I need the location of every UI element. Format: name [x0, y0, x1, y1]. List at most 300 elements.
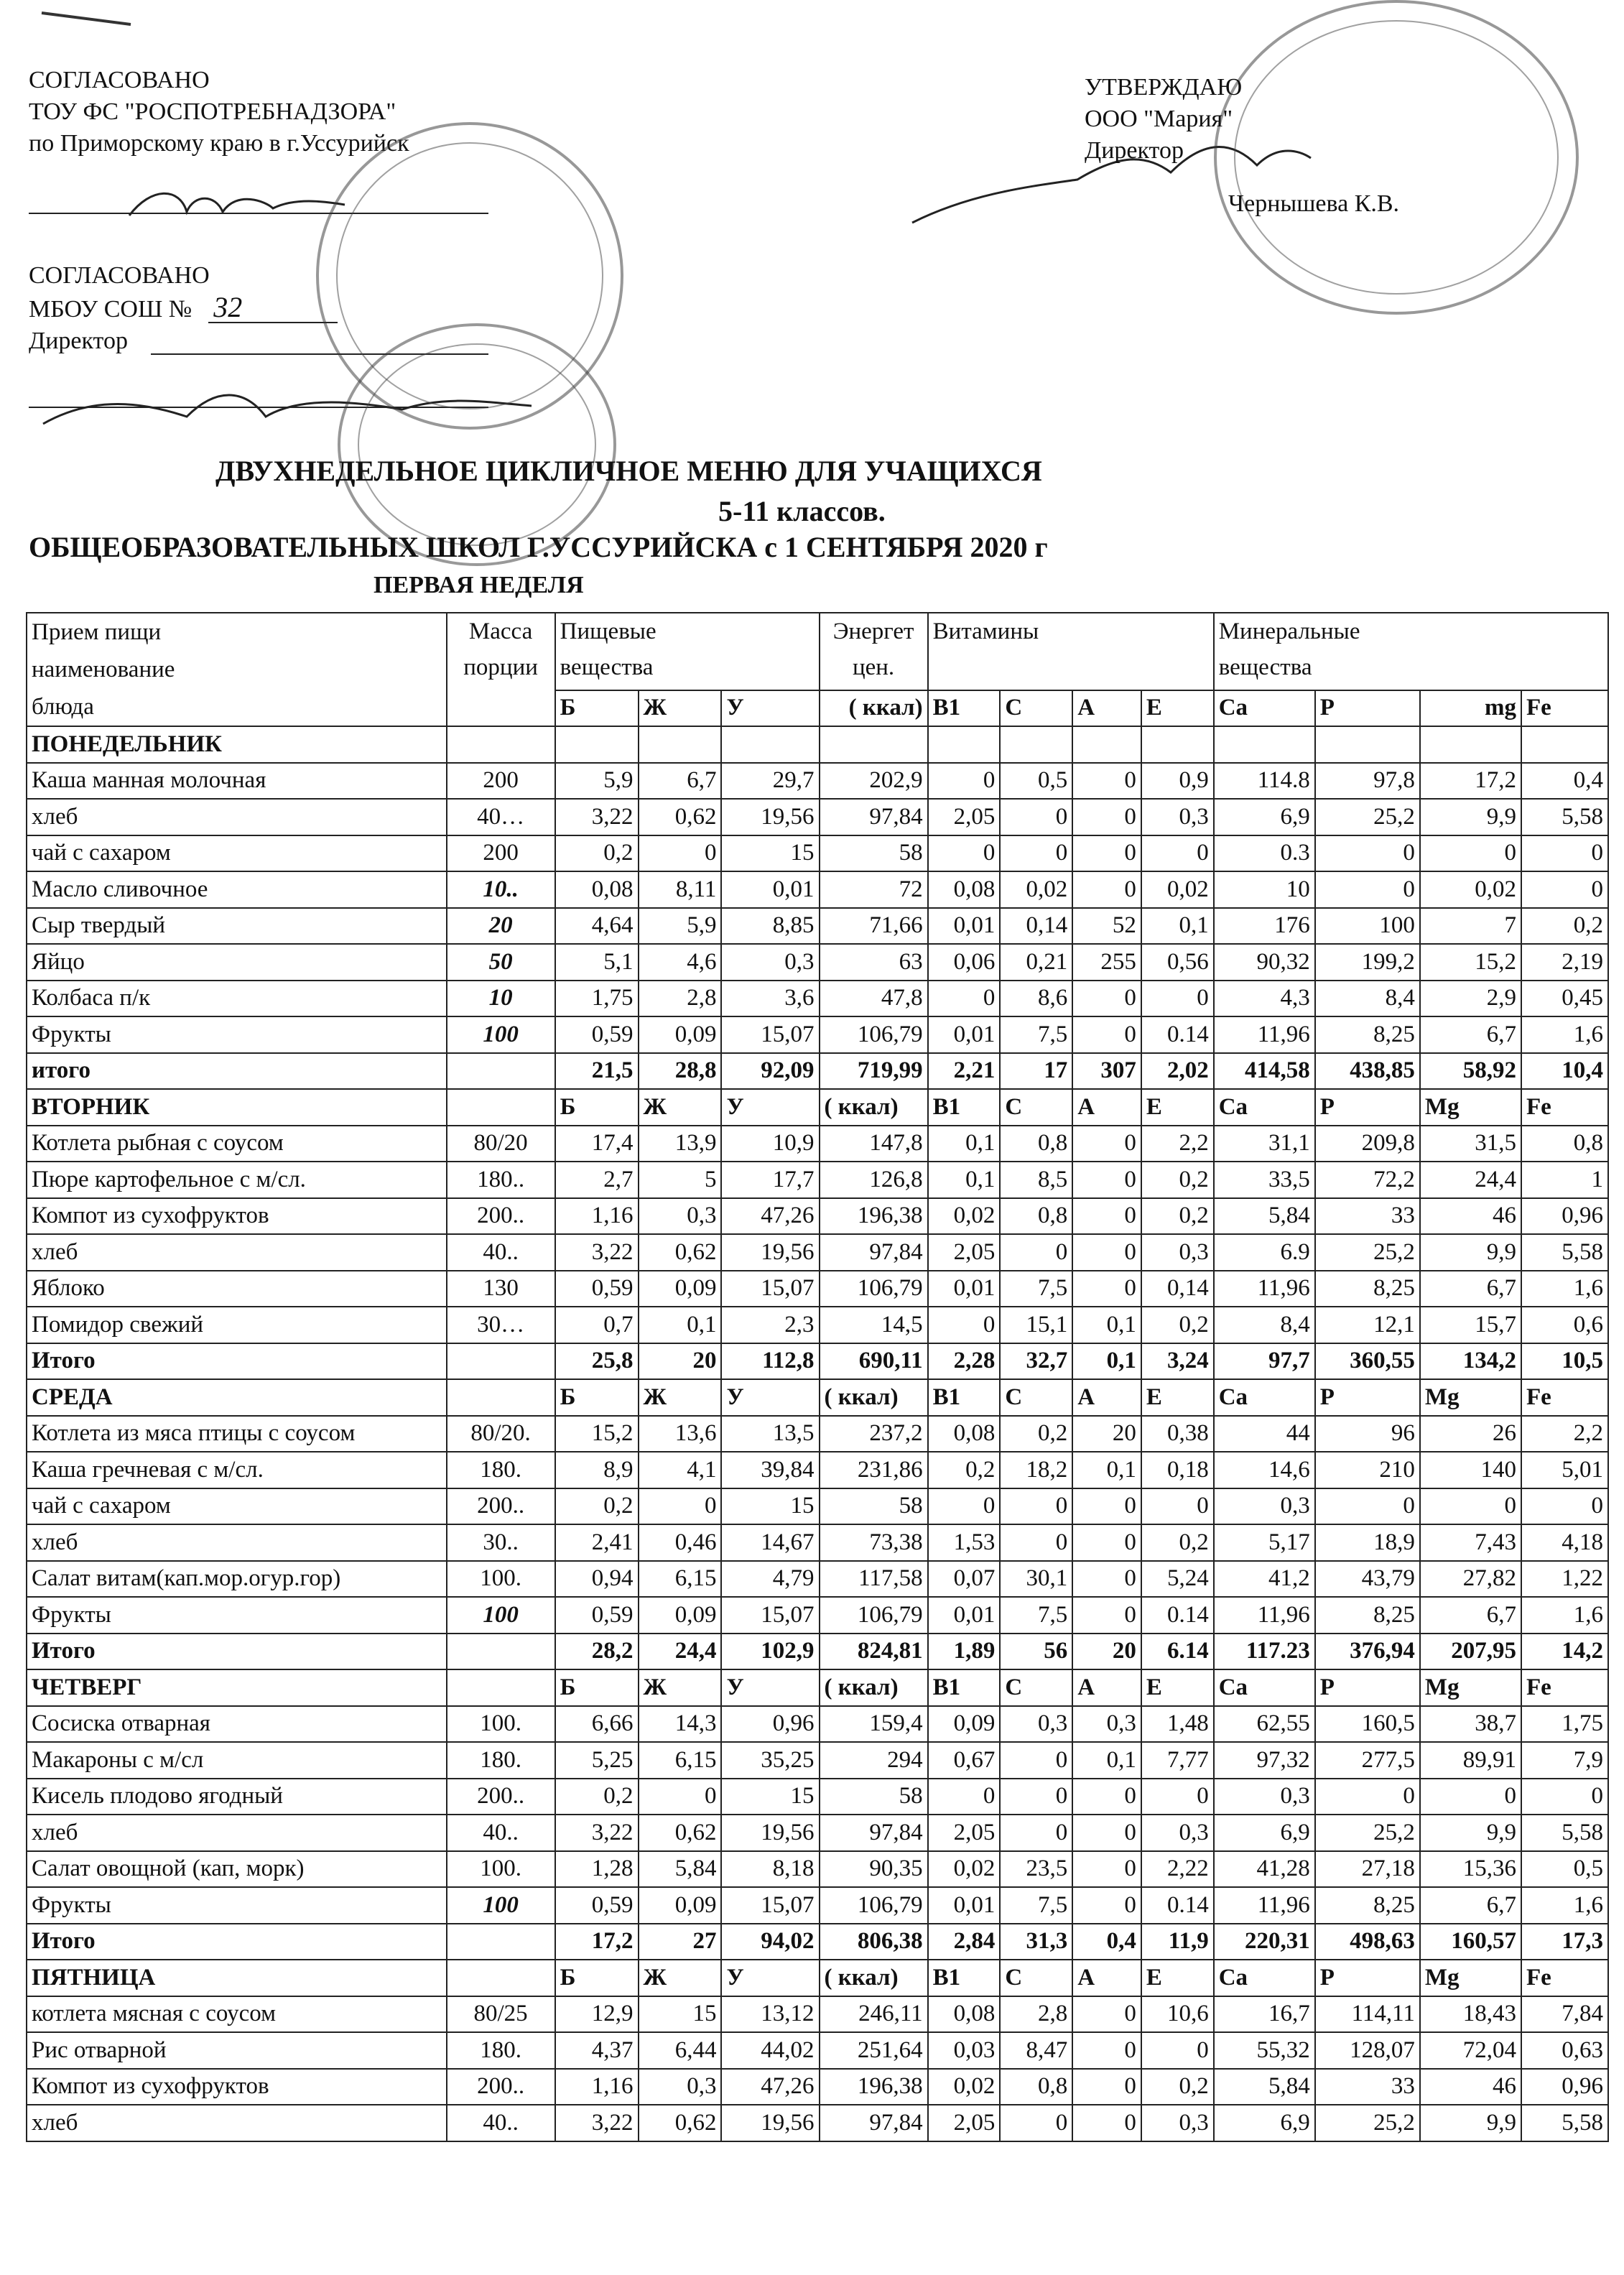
portion-mass: 100 [447, 1016, 555, 1053]
nutrient-value: А [1072, 1379, 1141, 1416]
nutrient-value: 39,84 [721, 1452, 819, 1488]
nutrient-value: 2,28 [928, 1343, 1001, 1380]
portion-mass: 40.. [447, 1234, 555, 1271]
nutrient-value: 0,3 [721, 944, 819, 981]
portion-mass [447, 1089, 555, 1126]
nutrient-value: 0 [1072, 1561, 1141, 1598]
nutrient-value: 0,02 [928, 1851, 1001, 1888]
nutrient-value: 0 [1000, 1524, 1072, 1561]
dish-name: ЧЕТВЕРГ [27, 1669, 447, 1706]
nutrient-value: 2,05 [928, 799, 1001, 835]
nutrient-value: 0,02 [1141, 871, 1214, 908]
column-header-0: Б [555, 690, 639, 727]
nutrient-value: 1,6 [1521, 1887, 1608, 1924]
total-row [27, 1924, 1608, 1960]
nutrient-value: 15,07 [721, 1597, 819, 1634]
menu-item-row [27, 799, 1608, 835]
portion-mass: 200.. [447, 1779, 555, 1815]
portion-mass: 30… [447, 1307, 555, 1343]
column-header-6: А [1072, 690, 1141, 727]
nutrient-value: 0 [1072, 1524, 1141, 1561]
nutrient-value: 0,6 [1521, 1307, 1608, 1343]
column-header-8: Са [1214, 690, 1315, 727]
nutrient-value: 11,96 [1214, 1271, 1315, 1307]
nutrient-value: 0 [1420, 1488, 1521, 1525]
nutrient-value: 5,17 [1214, 1524, 1315, 1561]
nutrient-value: 2,2 [1521, 1416, 1608, 1452]
total-row [27, 1634, 1608, 1670]
nutrient-value: 23,5 [1000, 1851, 1072, 1888]
nutrient-value: 160,5 [1315, 1706, 1420, 1743]
nutrient-value: 0,3 [1214, 1779, 1315, 1815]
dish-name: ПОНЕДЕЛЬНИК [27, 726, 447, 763]
nutrient-value: Р [1315, 1089, 1420, 1126]
nutrient-value: 719,99 [820, 1053, 928, 1090]
right-approval-block [1085, 72, 1242, 167]
dish-name: Помидор свежий [27, 1307, 447, 1343]
nutrient-value: 0,96 [721, 1706, 819, 1743]
nutrient-value: 4,6 [639, 944, 722, 981]
rospotrebnadzor-org: ТОУ ФС "РОСПОТРЕБНАДЗОРА" [29, 98, 396, 125]
nutrient-value: 8,4 [1315, 981, 1420, 1017]
column-header-4: В1 [928, 690, 1001, 727]
nutrient-value: 14,67 [721, 1524, 819, 1561]
nutrient-value: 58,92 [1420, 1053, 1521, 1090]
nutrient-value: Р [1315, 1379, 1420, 1416]
nutrient-value: У [721, 1669, 819, 1706]
nutrient-value: 106,79 [820, 1597, 928, 1634]
nutrient-value: С [1000, 1960, 1072, 1996]
dish-name: Фрукты [27, 1016, 447, 1053]
header-energy: Энергет цен. [820, 613, 928, 690]
nutrient-value: 6,9 [1214, 1815, 1315, 1851]
nutrient-value: 11,9 [1141, 1924, 1214, 1960]
nutrient-value: Fe [1521, 1379, 1608, 1416]
nutrient-value: С [1000, 1669, 1072, 1706]
portion-mass: 100 [447, 1597, 555, 1634]
nutrient-value: 220,31 [1214, 1924, 1315, 1960]
nutrient-value: 0,2 [1141, 1307, 1214, 1343]
nutrient-value: 97,32 [1214, 1742, 1315, 1779]
nutrient-value: 15,36 [1420, 1851, 1521, 1888]
nutrient-value: 0,2 [1141, 2069, 1214, 2105]
nutrient-value: 0,96 [1521, 2069, 1608, 2105]
nutrient-value: 0,59 [555, 1016, 639, 1053]
nutrient-value: 246,11 [820, 1996, 928, 2033]
day-row [27, 1960, 1608, 1996]
nutrient-value: 13,9 [639, 1126, 722, 1162]
nutrient-value: 2,41 [555, 1524, 639, 1561]
dish-name: Яблоко [27, 1271, 447, 1307]
nutrient-value: 0,46 [639, 1524, 722, 1561]
nutrient-value: 128,07 [1315, 2032, 1420, 2069]
nutrient-value: 25,2 [1315, 1234, 1420, 1271]
nutrient-value: 20 [1072, 1634, 1141, 1670]
nutrient-value: 0,45 [1521, 981, 1608, 1017]
nutrient-value: 90,35 [820, 1851, 928, 1888]
nutrient-value: 0,56 [1141, 944, 1214, 981]
dish-name: Рис отварной [27, 2032, 447, 2069]
nutrient-value: 0,1 [1072, 1307, 1141, 1343]
menu-table [26, 612, 1609, 2142]
nutrient-value: 31,3 [1000, 1924, 1072, 1960]
nutrient-value: 21,5 [555, 1053, 639, 1090]
menu-item-row [27, 1307, 1608, 1343]
header-vitamins: Витамины [928, 613, 1214, 690]
nutrient-value: 52 [1072, 908, 1141, 945]
nutrient-value: 100 [1315, 908, 1420, 945]
dish-name: Салат овощной (кап, морк) [27, 1851, 447, 1888]
nutrient-value: 16,7 [1214, 1996, 1315, 2033]
nutrient-value: 117.23 [1214, 1634, 1315, 1670]
nutrient-value: 0,94 [555, 1561, 639, 1598]
dish-name: Итого [27, 1634, 447, 1670]
nutrient-value: 14,6 [1214, 1452, 1315, 1488]
nutrient-value: 0,06 [928, 944, 1001, 981]
nutrient-value: 0 [1000, 2105, 1072, 2141]
nutrient-value: 5,58 [1521, 799, 1608, 835]
nutrient-value: 15,07 [721, 1887, 819, 1924]
nutrient-value: У [721, 1960, 819, 1996]
nutrient-value: 438,85 [1315, 1053, 1420, 1090]
nutrient-value: 97,84 [820, 1234, 928, 1271]
nutrient-value: 134,2 [1420, 1343, 1521, 1380]
nutrient-value: 5,84 [1214, 2069, 1315, 2105]
nutrient-value: 5,9 [555, 763, 639, 800]
nutrient-value: 15,07 [721, 1271, 819, 1307]
nutrient-value: 690,11 [820, 1343, 928, 1380]
nutrient-value: 0,1 [1072, 1742, 1141, 1779]
nutrient-value: 207,95 [1420, 1634, 1521, 1670]
dish-name: хлеб [27, 799, 447, 835]
nutrient-value: 4,64 [555, 908, 639, 945]
nutrient-value: 6,44 [639, 2032, 722, 2069]
nutrient-value: Б [555, 1960, 639, 1996]
nutrient-value: 8,25 [1315, 1271, 1420, 1307]
nutrient-value: 10,5 [1521, 1343, 1608, 1380]
nutrient-value: 0,8 [1521, 1126, 1608, 1162]
menu-item-row [27, 2105, 1608, 2141]
nutrient-value: 0,08 [928, 1416, 1001, 1452]
nutrient-value: ( ккал) [820, 1669, 928, 1706]
nutrient-value: 2,05 [928, 2105, 1001, 2141]
nutrient-value: 17 [1000, 1053, 1072, 1090]
week-label: ПЕРВАЯ НЕДЕЛЯ [373, 572, 584, 598]
nutrient-value: 46 [1420, 1198, 1521, 1235]
menu-item-row [27, 1234, 1608, 1271]
nutrient-value: 1,48 [1141, 1706, 1214, 1743]
nutrient-value: 13,5 [721, 1416, 819, 1452]
nutrient-value [721, 726, 819, 763]
portion-mass: 180. [447, 1742, 555, 1779]
nutrient-value: 0,2 [555, 1779, 639, 1815]
nutrient-value: 3,22 [555, 1234, 639, 1271]
portion-mass: 200 [447, 763, 555, 800]
nutrient-value: 0 [1072, 1271, 1141, 1307]
nutrient-value: 2,05 [928, 1234, 1001, 1271]
nutrient-value: 1,28 [555, 1851, 639, 1888]
nutrient-value: С [1000, 1089, 1072, 1126]
nutrient-value: 0,18 [1141, 1452, 1214, 1488]
nutrient-value: 0,01 [928, 1016, 1001, 1053]
portion-mass: 80/20. [447, 1416, 555, 1452]
nutrient-value: 17,2 [555, 1924, 639, 1960]
nutrient-value: 97,7 [1214, 1343, 1315, 1380]
nutrient-value: Р [1315, 1669, 1420, 1706]
nutrient-value: 89,91 [1420, 1742, 1521, 1779]
nutrient-value: 5,58 [1521, 1815, 1608, 1851]
nutrient-value: 5 [639, 1162, 722, 1198]
nutrient-value: 0,3 [1141, 799, 1214, 835]
nutrient-value: 0 [1072, 2105, 1141, 2141]
nutrient-value: ( ккал) [820, 1960, 928, 1996]
nutrient-value: 8,25 [1315, 1597, 1420, 1634]
nutrient-value: 0,02 [1000, 871, 1072, 908]
portion-mass: 180. [447, 1452, 555, 1488]
nutrient-value: Mg [1420, 1669, 1521, 1706]
nutrient-value: В1 [928, 1960, 1001, 1996]
nutrient-value: 31,5 [1420, 1126, 1521, 1162]
nutrient-value: 8,85 [721, 908, 819, 945]
dish-name: итого [27, 1053, 447, 1090]
nutrient-value: 90,32 [1214, 944, 1315, 981]
nutrient-value: 25,2 [1315, 1815, 1420, 1851]
nutrient-value: 0 [1072, 2032, 1141, 2069]
nutrient-value: 4,1 [639, 1452, 722, 1488]
nutrient-value: 8,25 [1315, 1887, 1420, 1924]
nutrient-value: А [1072, 1960, 1141, 1996]
nutrient-value: 140 [1420, 1452, 1521, 1488]
nutrient-value: 0,09 [639, 1887, 722, 1924]
portion-mass: 40.. [447, 1815, 555, 1851]
nutrient-value: 0 [1000, 799, 1072, 835]
nutrient-value: 0 [1072, 1887, 1141, 1924]
nutrient-value: 12,1 [1315, 1307, 1420, 1343]
nutrient-value: 202,9 [820, 763, 928, 800]
nutrient-value: 0,14 [1141, 1271, 1214, 1307]
menu-title-line3: ОБЩЕОБРАЗОВАТЕЛЬНЫХ ШКОЛ Г.УССУРИЙСКА с 1 СЕНТЯБРЯ 2020 г [29, 531, 1048, 563]
nutrient-value: Ж [639, 1669, 722, 1706]
nutrient-value: 126,8 [820, 1162, 928, 1198]
nutrient-value: 44,02 [721, 2032, 819, 2069]
nutrient-value [1420, 726, 1521, 763]
nutrient-value: 15 [721, 1779, 819, 1815]
menu-item-row [27, 763, 1608, 800]
nutrient-value: 97,84 [820, 1815, 928, 1851]
portion-mass: 10.. [447, 871, 555, 908]
nutrient-value: 12,9 [555, 1996, 639, 2033]
nutrient-value: ( ккал) [820, 1379, 928, 1416]
nutrient-value: 55,32 [1214, 2032, 1315, 2069]
day-row [27, 1089, 1608, 1126]
nutrient-value: 8,9 [555, 1452, 639, 1488]
dish-name: Итого [27, 1343, 447, 1380]
nutrient-value: ( ккал) [820, 1089, 928, 1126]
portion-mass: 20 [447, 908, 555, 945]
nutrient-value: 0 [1000, 1779, 1072, 1815]
portion-mass [447, 1343, 555, 1380]
nutrient-value: 11,96 [1214, 1597, 1315, 1634]
nutrient-value: 0 [1000, 1815, 1072, 1851]
nutrient-value: 806,38 [820, 1924, 928, 1960]
nutrient-value: 0 [1141, 1779, 1214, 1815]
nutrient-value: 0.14 [1141, 1597, 1214, 1634]
nutrient-value: 6,7 [1420, 1887, 1521, 1924]
approve-label: УТВЕРЖДАЮ [1085, 74, 1243, 101]
nutrient-value: Fe [1521, 1089, 1608, 1126]
nutrient-value: 106,79 [820, 1016, 928, 1053]
nutrient-value: 3,22 [555, 2105, 639, 2141]
nutrient-value: 92,09 [721, 1053, 819, 1090]
nutrient-value: 41,28 [1214, 1851, 1315, 1888]
nutrient-value: 0 [1072, 1779, 1141, 1815]
nutrient-value [1141, 726, 1214, 763]
nutrient-value: 0 [1521, 835, 1608, 872]
nutrient-value: 14,5 [820, 1307, 928, 1343]
dish-name: чай с сахаром [27, 835, 447, 872]
portion-mass: 10 [447, 981, 555, 1017]
nutrient-value: 7,84 [1521, 1996, 1608, 2033]
nutrient-value: 6.14 [1141, 1634, 1214, 1670]
nutrient-value: 96 [1315, 1416, 1420, 1452]
column-header-5: С [1000, 690, 1072, 727]
dish-name: ПЯТНИЦА [27, 1960, 447, 1996]
nutrient-value: 0,08 [928, 871, 1001, 908]
nutrient-value: 0,02 [1420, 871, 1521, 908]
nutrient-value: Ж [639, 1379, 722, 1416]
nutrient-value: 0,2 [555, 1488, 639, 1525]
nutrient-value: 0,2 [928, 1452, 1001, 1488]
nutrient-value: С [1000, 1379, 1072, 1416]
nutrient-value: 0,3 [1072, 1706, 1141, 1743]
nutrient-value: 277,5 [1315, 1742, 1420, 1779]
nutrient-value: 15,7 [1420, 1307, 1521, 1343]
header-mass: Масса порции [447, 613, 555, 726]
nutrient-value: 159,4 [820, 1706, 928, 1743]
nutrient-value: 0,3 [1141, 2105, 1214, 2141]
nutrient-value: 1,89 [928, 1634, 1001, 1670]
nutrient-value: 72,2 [1315, 1162, 1420, 1198]
left-approval-block [29, 65, 409, 159]
nutrient-value: Fe [1521, 1669, 1608, 1706]
nutrient-value: 43,79 [1315, 1561, 1420, 1598]
nutrient-value: 0 [1521, 1779, 1608, 1815]
nutrient-value: 0 [639, 835, 722, 872]
nutrient-value: 5,9 [639, 908, 722, 945]
nutrient-value: 8,47 [1000, 2032, 1072, 2069]
nutrient-value: 5,84 [1214, 1198, 1315, 1235]
nutrient-value: 0 [928, 981, 1001, 1017]
portion-mass [447, 1924, 555, 1960]
nutrient-value: 196,38 [820, 2069, 928, 2105]
nutrient-value: 0 [1072, 835, 1141, 872]
company-name: ООО "Мария" [1085, 106, 1233, 132]
nutrient-value: 498,63 [1315, 1924, 1420, 1960]
dish-name: Котлета рыбная с соусом [27, 1126, 447, 1162]
header-nutrients: Пищевые вещества [555, 613, 820, 690]
nutrient-value: 63 [820, 944, 928, 981]
nutrient-value: 29,7 [721, 763, 819, 800]
nutrient-value: 6,7 [1420, 1597, 1521, 1634]
nutrient-value: 0 [639, 1779, 722, 1815]
nutrient-value: 5,1 [555, 944, 639, 981]
portion-mass [447, 1669, 555, 1706]
nutrient-value: 1,6 [1521, 1271, 1608, 1307]
menu-item-row [27, 1271, 1608, 1307]
portion-mass [447, 1634, 555, 1670]
nutrient-value: 360,55 [1315, 1343, 1420, 1380]
nutrient-value: 72 [820, 871, 928, 908]
nutrient-value: 20 [639, 1343, 722, 1380]
nutrient-value: 0 [1141, 1488, 1214, 1525]
nutrient-value: 6,7 [639, 763, 722, 800]
nutrient-value: 1,16 [555, 2069, 639, 2105]
nutrient-value: 32,7 [1000, 1343, 1072, 1380]
nutrient-value: 31,1 [1214, 1126, 1315, 1162]
dish-name: Фрукты [27, 1597, 447, 1634]
nutrient-value: 1,75 [1521, 1706, 1608, 1743]
nutrient-value: 8,5 [1000, 1162, 1072, 1198]
dish-name: чай с сахаром [27, 1488, 447, 1525]
portion-mass: 40.. [447, 2105, 555, 2141]
nutrient-value: 27,82 [1420, 1561, 1521, 1598]
nutrient-value: 15 [639, 1996, 722, 2033]
nutrient-value: 0 [928, 763, 1001, 800]
nutrient-value: 0 [1072, 1126, 1141, 1162]
menu-item-row [27, 2069, 1608, 2105]
nutrient-value: 0,9 [1141, 763, 1214, 800]
menu-title-line1: ДВУХНЕДЕЛЬНОЕ ЦИКЛИЧНОЕ МЕНЮ ДЛЯ УЧАЩИХСЯ [215, 455, 1042, 487]
nutrient-value: 0,2 [1141, 1524, 1214, 1561]
nutrient-value: 17,3 [1521, 1924, 1608, 1960]
column-header-2: У [721, 690, 819, 727]
nutrient-value: 13,6 [639, 1416, 722, 1452]
school-label [29, 292, 242, 325]
nutrient-value: 7,5 [1000, 1597, 1072, 1634]
nutrient-value: 9,9 [1420, 799, 1521, 835]
menu-item-row [27, 1016, 1608, 1053]
nutrient-value: 0,09 [639, 1597, 722, 1634]
nutrient-value: 19,56 [721, 1815, 819, 1851]
nutrient-value: 0,63 [1521, 2032, 1608, 2069]
nutrient-value: 0,8 [1000, 1126, 1072, 1162]
nutrient-value: 0,01 [928, 1887, 1001, 1924]
nutrient-value: 6,7 [1420, 1016, 1521, 1053]
nutrient-value: 106,79 [820, 1271, 928, 1307]
nutrient-value: 2,3 [721, 1307, 819, 1343]
nutrient-value: 3,22 [555, 799, 639, 835]
nutrient-value: 2,2 [1141, 1126, 1214, 1162]
nutrient-value: 44 [1214, 1416, 1315, 1452]
school-number-line [208, 322, 338, 323]
nutrient-value: 25,2 [1315, 2105, 1420, 2141]
nutrient-value: 1,75 [555, 981, 639, 1017]
nutrient-value: 0 [928, 1779, 1001, 1815]
nutrient-value: Е [1141, 1379, 1214, 1416]
nutrient-value [928, 726, 1001, 763]
nutrient-value: 0,3 [1141, 1234, 1214, 1271]
nutrient-value: 376,94 [1315, 1634, 1420, 1670]
nutrient-value: 5,25 [555, 1742, 639, 1779]
nutrient-value: 0,09 [639, 1016, 722, 1053]
nutrient-value: 160,57 [1420, 1924, 1521, 1960]
portion-mass [447, 1960, 555, 1996]
stamp-company [1214, 0, 1579, 315]
nutrient-value: 0,07 [928, 1561, 1001, 1598]
company-director-label: Директор [1085, 137, 1184, 164]
nutrient-value: 6,7 [1420, 1271, 1521, 1307]
dish-name: Компот из сухофруктов [27, 2069, 447, 2105]
